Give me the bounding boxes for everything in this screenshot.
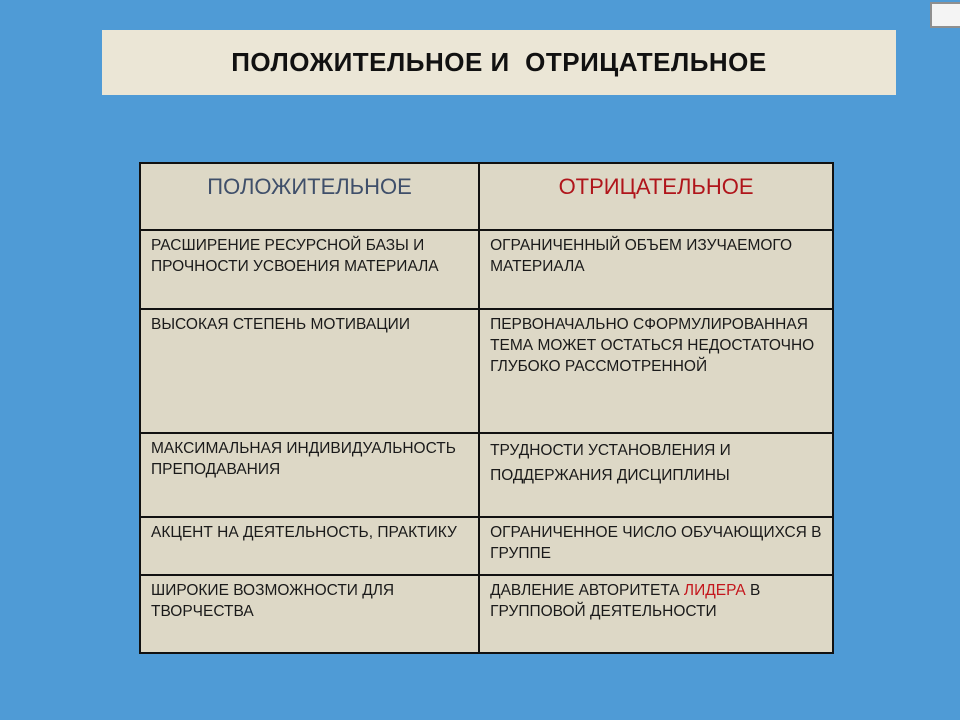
negative-cell [479, 575, 833, 653]
table-row [140, 575, 833, 653]
page-title: ПОЛОЖИТЕЛЬНОЕ И ОТРИЦАТЕЛЬНОЕ [231, 47, 767, 77]
negative-cell-text: ТРУДНОСТИ УСТАНОВЛЕНИЯ И ПОДДЕРЖАНИЯ ДИСЦИПЛИНЫ [490, 442, 731, 484]
table-row [140, 433, 833, 517]
negative-cell [479, 309, 833, 433]
negative-cell-text: ОГРАНИЧЕННОЕ ЧИСЛО ОБУЧАЮЩИХСЯ В ГРУППЕ [490, 524, 822, 562]
corner-window-control[interactable] [922, 0, 960, 32]
positive-cell [140, 230, 479, 309]
table-row [140, 309, 833, 433]
table-header-row [140, 163, 833, 230]
positive-cell [140, 575, 479, 653]
table-row [140, 230, 833, 309]
table-row [140, 517, 833, 575]
negative-cell-text: ПЕРВОНАЧАЛЬНО СФОРМУЛИРОВАННАЯ ТЕМА МОЖЕТ ОСТАТЬСЯ НЕДОСТАТОЧНО ГЛУБОКО РАССМОТРЕННОЙ [490, 316, 815, 375]
negative-cell [479, 517, 833, 575]
highlighted-word: ЛИДЕРА [683, 582, 746, 599]
positive-cell-text: АКЦЕНТ НА ДЕЯТЕЛЬНОСТЬ, ПРАКТИКУ [151, 524, 457, 541]
negative-cell [479, 230, 833, 309]
positive-cell-text: ВЫСОКАЯ СТЕПЕНЬ МОТИВАЦИИ [151, 316, 410, 333]
title-banner [102, 30, 896, 95]
positive-cell [140, 309, 479, 433]
negative-text-end: В ГРУППОВОЙ ДЕЯТЕЛЬНОСТИ [490, 582, 761, 620]
negative-cell-text [480, 576, 832, 626]
restore-icon [930, 2, 960, 28]
positive-cell [140, 433, 479, 517]
negative-cell [479, 433, 833, 517]
positive-cell [140, 517, 479, 575]
positive-cell-text: ШИРОКИЕ ВОЗМОЖНОСТИ ДЛЯ ТВОРЧЕСТВА [151, 582, 395, 620]
positive-cell-text: РАСШИРЕНИЕ РЕСУРСНОЙ БАЗЫ И ПРОЧНОСТИ УСВОЕНИЯ МАТЕРИАЛА [151, 237, 439, 275]
header-negative: ОТРИЦАТЕЛЬНОЕ [479, 163, 833, 230]
negative-text-start: ДАВЛЕНИЕ АВТОРИТЕТА [490, 582, 684, 599]
negative-cell-text: ОГРАНИЧЕННЫЙ ОБЪЕМ ИЗУЧАЕМОГО МАТЕРИАЛА [490, 237, 792, 275]
positive-cell-text: МАКСИМАЛЬНАЯ ИНДИВИДУАЛЬНОСТЬ ПРЕПОДАВАНИЯ [151, 440, 456, 478]
header-positive: ПОЛОЖИТЕЛЬНОЕ [140, 163, 479, 230]
comparison-table [139, 162, 834, 654]
